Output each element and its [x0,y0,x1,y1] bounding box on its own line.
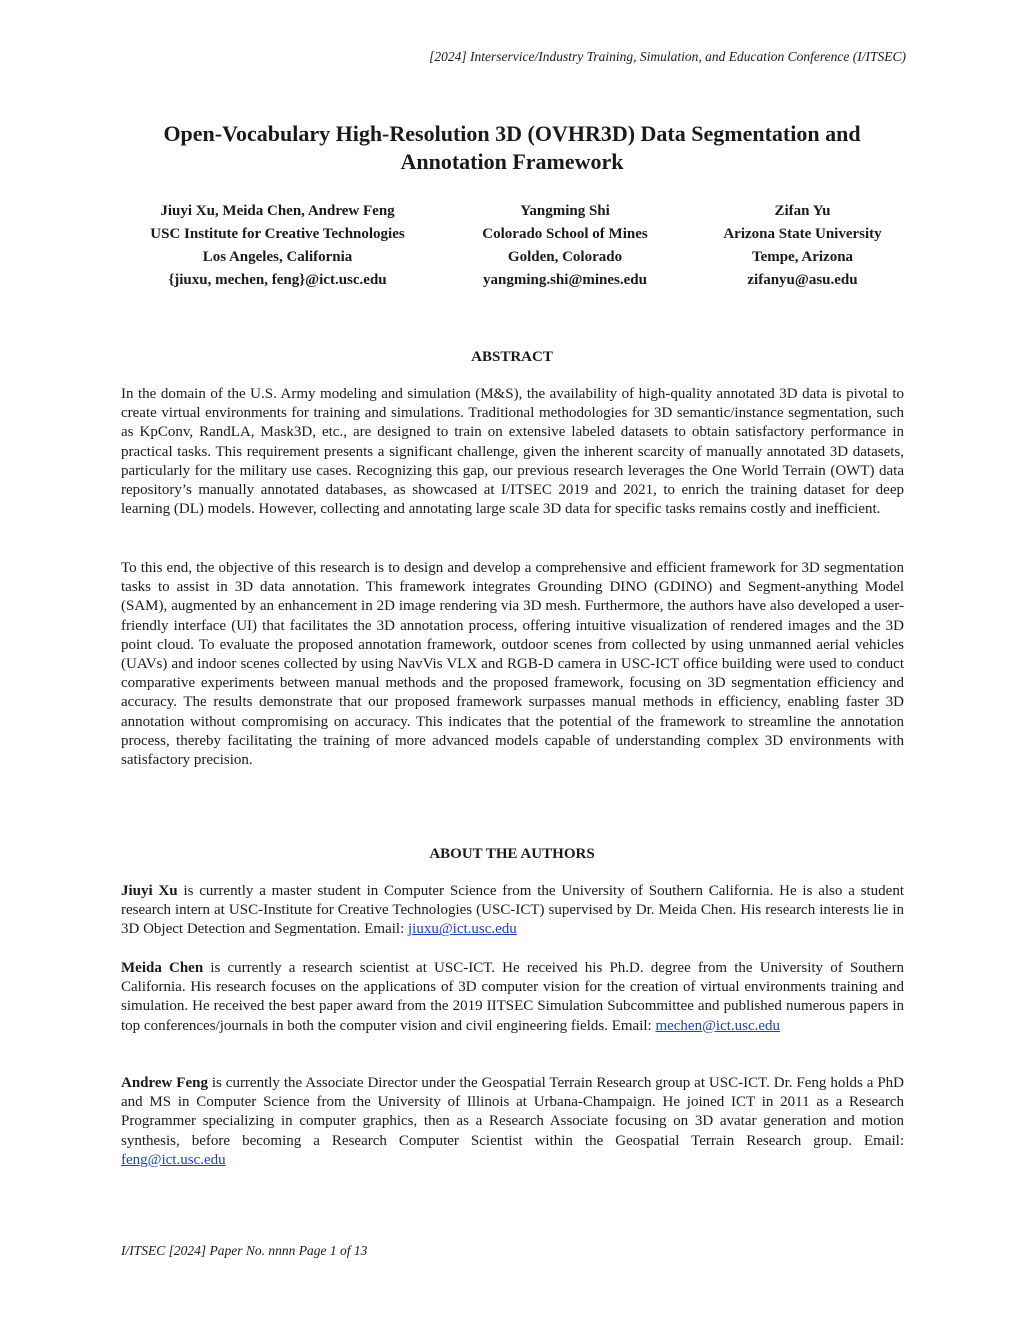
abstract-paragraph-2: To this end, the objective of this research is to design and develop a comprehensive and efficient framework for 3D segmentation tasks to assist in 3D data annotation. This framework integrates Grounding DINO (GDINO) and Segment-anything Model (SAM), augmented by an enhancement in 2D image rendering via 3D mesh. Furthermore, the authors have also developed a user-friendly interface (UI) that facilitates the 3D annotation process, offering intuitive visualization of rendered images and the 3D point cloud. To evaluate the proposed annotation framework, outdoor scenes from collected by using unmanned aerial vehicles (UAVs) and indoor scenes collected by using NavVis VLX and RGB-D camera in USC-ICT office building were used to conduct comparative experiments between manual methods and the proposed framework, focusing on 3D segmentation efficiency and accuracy. The results demonstrate that our proposed framework surpasses manual methods in efficiency, enabling faster 3D annotation without compromising on accuracy. This indicates that the potential of the framework to streamline the annotation process, thereby facilitating the training of more advanced models capable of understanding complex 3D environments with satisfactory precision. [121,560,904,769]
author-block-mines [455,200,675,292]
author-email: yangming.shi@mines.edu [483,272,647,288]
bio-name: Andrew Feng [121,1075,208,1091]
author-names: Zifan Yu [774,203,831,219]
author-affiliation: Colorado School of Mines [482,226,648,242]
author-location: Tempe, Arizona [751,249,854,265]
author-bio-xu [121,882,904,940]
bio-text: is currently the Associate Director under the Geospatial Terrain Research group at USC-ICT. Dr. Feng holds a PhD and MS in Computer Science from the University of Illinois at Urbana-Champaign. He joined ICT in 2011 as a Research Programmer specializing in computer graphics, then as a Research Associate focusing on 3D avatar generation and motion synthesis, before becoming a Research Computer Scientist within the Geospatial Terrain Research group. Email: [121,1075,904,1149]
author-block-asu [700,200,905,292]
author-block-usc [120,200,435,292]
running-header: [2024] Interservice/Industry Training, Simulation, and Education Conference (I/ITSEC) [429,49,906,64]
abstract-heading: ABSTRACT [471,349,553,365]
author-email: {jiuxu, mechen, feng}@ict.usc.edu [168,272,387,288]
author-affiliation: USC Institute for Creative Technologies [150,226,405,242]
bio-text: is currently a master student in Computer Science from the University of Southern California. He is also a student research intern at USC-Institute for Creative Technologies (USC-ICT) supervised by Dr. Meida Chen. His research interests lie in 3D Object Detection and Segmentation. Email: [121,883,904,938]
bio-name: Jiuyi Xu [121,883,178,899]
author-affiliation: Arizona State University [723,226,882,242]
author-names: Yangming Shi [520,203,610,219]
author-location: Golden, Colorado [507,249,623,265]
page-footer: I/ITSEC [2024] Paper No. nnnn Page 1 of 13 [121,1243,368,1258]
email-link-feng[interactable]: feng@ict.usc.edu [121,1151,226,1168]
email-link-chen[interactable]: mechen@ict.usc.edu [655,1017,781,1034]
paper-title: Open-Vocabulary High-Resolution 3D (OVHR3D) Data Segmentation and Annotation Framework [163,121,861,174]
bio-text: is currently a research scientist at USC-ICT. He received his Ph.D. degree from the University of Southern California. His research focuses on the applications of 3D computer vision for the creation of virtual environments training and simulation. He received the best paper award from the 2019 IITSEC Simulation Subcommittee and published numerous papers in top conferences/journals in both the computer vision and civil engineering fields. Email: [121,960,905,1034]
author-names: Jiuyi Xu, Meida Chen, Andrew Feng [160,203,395,219]
author-bio-chen [121,959,904,1036]
about-authors-heading: ABOUT THE AUTHORS [429,846,595,862]
bio-name: Meida Chen [121,960,204,976]
email-link-xu[interactable]: jiuxu@ict.usc.edu [408,921,517,938]
author-bio-feng [121,1074,904,1170]
author-location: Los Angeles, California [202,249,353,265]
abstract-paragraph-1: In the domain of the U.S. Army modeling and simulation (M&S), the availability of high-quality annotated 3D data is pivotal to create virtual environments for training and simulations. Traditional methodologies for 3D semantic/instance segmentation, such as KpConv, RandLA, Mask3D, etc., are designed to train on extensive labeled datasets to obtain satisfactory performance in practical tasks. This requirement presents a significant challenge, given the inherent scarcity of manually annotated 3D datasets, particularly for the military use cases. Recognizing this gap, our previous research leverages the One World Terrain (OWT) data repository’s manually annotated databases, as showcased at I/ITSEC 2019 and 2021, to enrich the training dataset for deep learning (DL) models. However, collecting and annotating large scale 3D data for specific tasks remains costly and inefficient. [121,386,904,518]
author-email: zifanyu@asu.edu [747,272,858,288]
